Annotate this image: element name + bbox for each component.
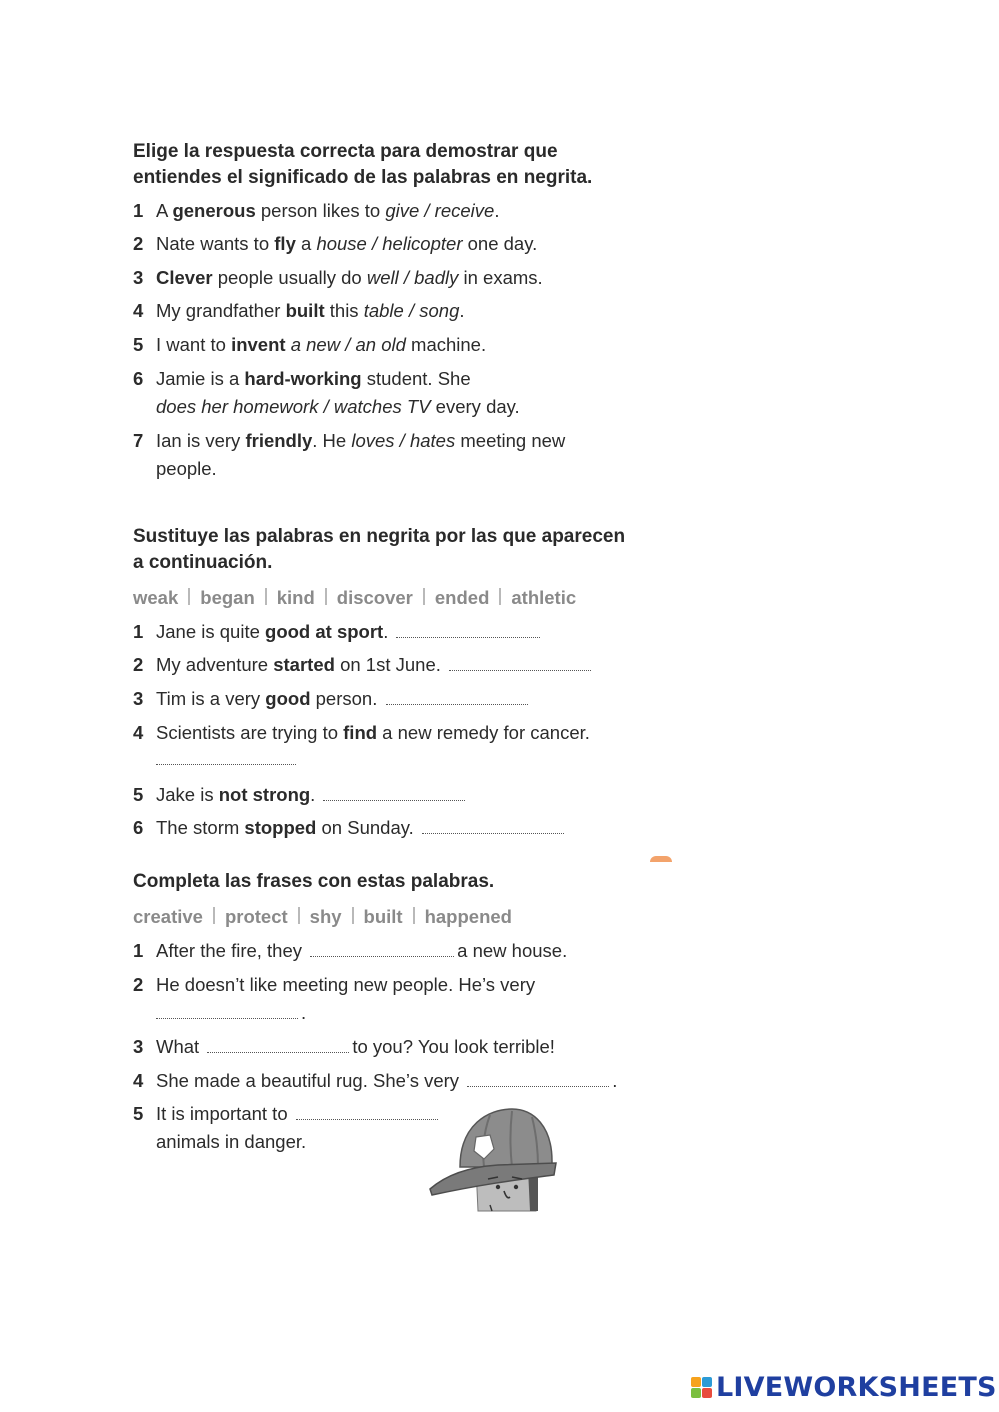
s3-item-4: 4 She made a beautiful rug. She’s very . xyxy=(133,1070,618,1091)
word: discover xyxy=(336,587,413,608)
s3-item-5-cont: animals in danger. xyxy=(156,1131,307,1152)
s3-item-5: 5 It is important to xyxy=(133,1100,441,1128)
answer-blank[interactable] xyxy=(156,750,296,765)
word: shy xyxy=(309,906,342,927)
word: began xyxy=(200,587,255,608)
answer-blank[interactable] xyxy=(207,1038,349,1053)
answer-blank[interactable] xyxy=(449,656,591,671)
word: built xyxy=(363,906,403,927)
firefighter-illustration xyxy=(428,1105,558,1215)
section1-title: Elige la respuesta correcta para demostrar que entiendes el significado de las palabras en negrita. xyxy=(133,141,593,188)
s2-item-1: 1 Jane is quite good at sport. xyxy=(133,618,543,646)
s1-item-6-cont: does her homework / watches TV every day. xyxy=(156,396,520,417)
brand-name: LIVEWORKSHEETS xyxy=(716,1371,997,1403)
answer-blank[interactable] xyxy=(422,819,564,834)
s1-item-7-cont: people. xyxy=(156,458,217,479)
section3-word-bank xyxy=(133,904,512,930)
section3-title: Completa las frases con estas palabras. xyxy=(133,871,495,892)
answer-blank[interactable] xyxy=(467,1072,609,1087)
word: creative xyxy=(133,906,203,927)
answer-blank[interactable] xyxy=(386,690,528,705)
s1-item-1: 1 A generous person likes to give / receive. xyxy=(133,200,500,221)
s2-item-2: 2 My adventure started on 1st June. xyxy=(133,651,594,679)
logo-icon xyxy=(691,1377,712,1398)
answer-blank[interactable] xyxy=(156,1004,298,1019)
s2-item-4: 4 Scientists are trying to find a new remedy for cancer. xyxy=(133,722,590,743)
word: weak xyxy=(133,587,179,608)
answer-blank[interactable] xyxy=(310,942,454,957)
s1-item-3: 3 Clever people usually do well / badly in exams. xyxy=(133,267,543,288)
section2-word-bank xyxy=(133,585,576,611)
orange-mark xyxy=(650,856,672,862)
logo-tile xyxy=(691,1377,701,1387)
word: protect xyxy=(224,906,288,927)
s1-item-7: 7 Ian is very friendly. He loves / hates meeting new xyxy=(133,430,566,451)
s3-item-1: 1 After the fire, they a new house. xyxy=(133,940,568,961)
word: ended xyxy=(434,587,490,608)
word: kind xyxy=(276,587,315,608)
s2-item-6: 6 The storm stopped on Sunday. xyxy=(133,814,567,842)
s2-item-3: 3 Tim is a very good person. xyxy=(133,685,531,713)
section2-title: Sustituye las palabras en negrita por las que aparecen a continuación. xyxy=(133,526,626,573)
s1-item-2: 2 Nate wants to fly a house / helicopter one day. xyxy=(133,233,538,254)
s1-item-5: 5 I want to invent a new / an old machine. xyxy=(133,334,487,355)
word: happened xyxy=(424,906,512,927)
answer-blank[interactable] xyxy=(296,1105,438,1120)
logo-tile xyxy=(691,1388,701,1398)
s3-item-2-cont: . xyxy=(156,999,306,1027)
s3-item-2: 2 He doesn’t like meeting new people. He’s very xyxy=(133,974,536,995)
logo-tile xyxy=(702,1377,712,1387)
logo-tile xyxy=(702,1388,712,1398)
liveworksheets-logo xyxy=(691,1372,997,1402)
s2-item-5: 5 Jake is not strong. xyxy=(133,781,468,809)
answer-blank[interactable] xyxy=(323,786,465,801)
answer-blank[interactable] xyxy=(396,623,540,638)
s1-item-6: 6 Jamie is a hard-working student. She xyxy=(133,368,471,389)
s2-item-4-cont xyxy=(156,745,299,773)
word: athletic xyxy=(511,587,577,608)
s3-item-3: 3 What to you? You look terrible! xyxy=(133,1036,555,1057)
s1-item-4: 4 My grandfather built this table / song. xyxy=(133,300,465,321)
